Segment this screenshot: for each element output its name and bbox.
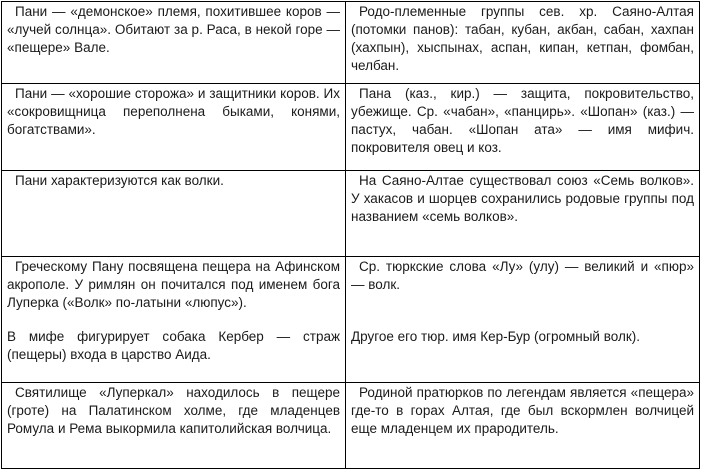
table-cell-right <box>346 171 700 257</box>
cell-paragraph: Другое его тюр. имя Кер-Бур (огромный волк). <box>351 329 640 344</box>
cell-paragraph: Пани — «демонское» племя, похитившее коров — «лучей солнца». Обитают за р. Раса, в некой горе — «пещере» Вале. <box>7 4 340 55</box>
table-row <box>2 171 700 257</box>
table-cell-left <box>2 171 346 257</box>
cell-paragraph: Пани — «хорошие сторожа» и защитники коров. Их «сокровищница переполнена быками, конями, богатствами». <box>7 86 340 137</box>
table-cell-left <box>2 84 346 171</box>
cell-paragraph: Греческому Пану посвящена пещера на Афинском акрополе. У римлян он почитался под именем бога Луперка («Волк» по-латыни «люпус»). <box>7 259 340 310</box>
table-row <box>2 2 700 84</box>
comparison-table <box>1 1 700 469</box>
cell-paragraph: Святилище «Луперкал» находилось в пещере (гроте) на Палатинском холме, где младенцев Ромула и Рема выкормила капитолийская волчица. <box>7 385 340 436</box>
table-cell-right <box>346 383 700 469</box>
table-row <box>2 84 700 171</box>
cell-paragraph: Пани характеризуются как волки. <box>15 173 224 188</box>
cell-paragraph: Родо-племенные группы сев. хр. Саяно-Алтая (потомки панов): табан, кубан, акбан, сабан, хахпан (хахпын), хыспынах, аспан, кипан, кетпан, фомбан, челбан. <box>351 4 694 73</box>
table-cell-right <box>346 84 700 171</box>
table-cell-left <box>2 257 346 383</box>
table-cell-left <box>2 383 346 469</box>
table-cell-left <box>2 2 346 84</box>
table-row <box>2 257 700 383</box>
cell-paragraph: На Саяно-Алтае существовал союз «Семь волков». У хакасов и шорцев сохранились родовые группы под названием «семь волков». <box>351 173 694 224</box>
cell-paragraph: Родиной пратюрков по легендам является «пещера» где-то в горах Алтая, где был вскормлен волчицей еще младенцем их прародитель. <box>351 385 694 436</box>
table-cell-right <box>346 2 700 84</box>
cell-paragraph: Ср. тюркские слова «Лу» (улу) — великий и «пюр» — волк. <box>351 259 694 292</box>
table-cell-right <box>346 257 700 383</box>
cell-paragraph: Пана (каз., кир.) — защита, покровительство, убежище. Ср. «чабан», «панцирь». «Шопан» (каз.) — пастух, чабан. «Шопан ата» — имя мифич. покровителя овец и коз. <box>351 86 694 155</box>
table-row <box>2 383 700 469</box>
cell-paragraph: В мифе фигурирует собака Кербер — страж (пещеры) входа в царство Аида. <box>7 329 340 362</box>
